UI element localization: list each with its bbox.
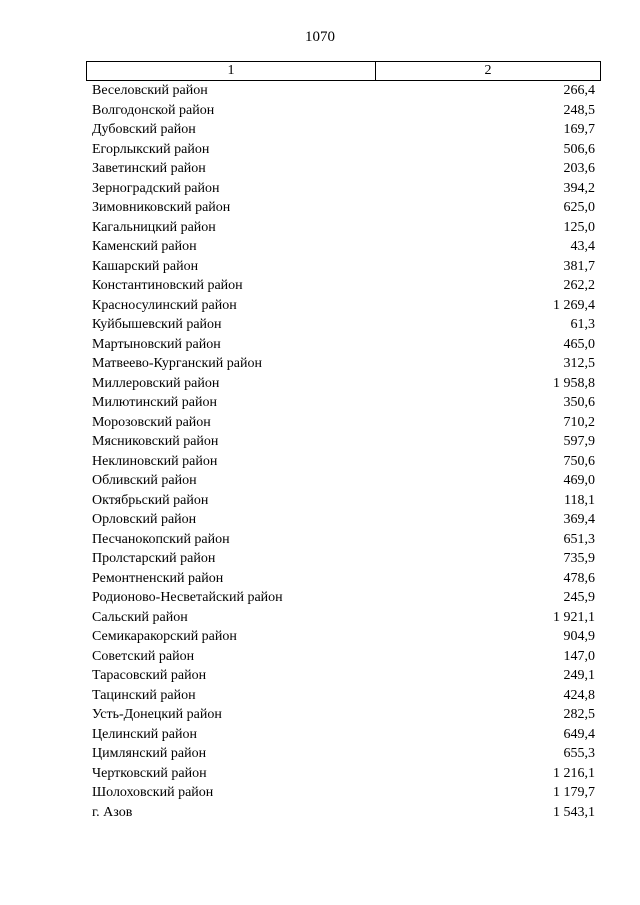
- district-value: 904,9: [563, 629, 595, 644]
- district-name: Кагальницкий район: [92, 219, 216, 235]
- table-row: [92, 179, 595, 199]
- column-header-1: 1: [87, 62, 376, 80]
- district-value: 625,0: [563, 200, 595, 215]
- table-row: [92, 354, 595, 374]
- table-row: [92, 647, 595, 667]
- table-row: [92, 569, 595, 589]
- district-name: Обливский район: [92, 473, 197, 488]
- district-value: 147,0: [563, 648, 595, 664]
- district-value: 1 543,1: [553, 804, 595, 820]
- table-row: [92, 159, 595, 179]
- district-name: Октябрьский район: [92, 492, 209, 508]
- district-name: Дубовский район: [92, 122, 196, 137]
- district-name: Мясниковский район: [92, 434, 219, 449]
- district-name: Песчанокопский район: [92, 531, 230, 547]
- table-row: [92, 627, 595, 647]
- table-row: [92, 432, 595, 452]
- district-value: 469,0: [563, 473, 595, 488]
- table-row: [92, 666, 595, 686]
- district-value: 597,9: [563, 434, 595, 449]
- page-number: 1070: [305, 29, 335, 45]
- table-row: [92, 491, 595, 511]
- district-name: Усть-Донецкий район: [92, 707, 222, 722]
- table-header: [86, 61, 601, 81]
- district-name: Семикаракорский район: [92, 629, 237, 644]
- district-name: Миллеровский район: [92, 375, 220, 391]
- table-row: [92, 549, 595, 569]
- table-row: [92, 588, 595, 608]
- district-value: 1 216,1: [553, 765, 595, 781]
- table-row: [92, 413, 595, 433]
- district-value: 43,4: [570, 239, 595, 254]
- district-value: 750,6: [563, 453, 595, 469]
- district-name: Пролстарский район: [92, 551, 216, 566]
- table-row: [92, 471, 595, 491]
- district-value: 350,6: [563, 395, 595, 410]
- district-value: 61,3: [570, 317, 595, 332]
- district-name: Матвеево-Курганский район: [92, 356, 262, 371]
- district-value: 282,5: [563, 707, 595, 722]
- district-name: Чертковский район: [92, 765, 207, 781]
- district-name: Сальский район: [92, 609, 188, 625]
- district-value: 478,6: [563, 570, 595, 586]
- table-body: [92, 81, 595, 822]
- table-row: [92, 257, 595, 277]
- table-row: [92, 783, 595, 803]
- district-name: Неклиновский район: [92, 453, 218, 469]
- district-name: Зимовниковский район: [92, 200, 231, 215]
- table-row: [92, 198, 595, 218]
- district-name: Веселовский район: [92, 83, 208, 98]
- district-value: 651,3: [563, 531, 595, 547]
- district-name: Кашарский район: [92, 258, 199, 274]
- district-value: 312,5: [563, 356, 595, 371]
- table-row: [92, 608, 595, 628]
- district-value: 465,0: [563, 336, 595, 352]
- table-row: [92, 686, 595, 706]
- table-row: [92, 120, 595, 140]
- district-value: 506,6: [563, 141, 595, 157]
- table-row: [92, 81, 595, 101]
- district-name: Заветинский район: [92, 161, 206, 176]
- district-name: Красносулинский район: [92, 297, 237, 313]
- district-name: Егорлыкский район: [92, 141, 210, 157]
- district-name: Цимлянский район: [92, 746, 207, 761]
- district-name: Куйбышевский район: [92, 317, 222, 332]
- table-row: [92, 510, 595, 530]
- district-name: Зерноградский район: [92, 180, 220, 196]
- column-header-2: 2: [484, 63, 492, 78]
- table-row: [92, 237, 595, 257]
- district-value: 262,2: [563, 278, 595, 293]
- district-name: Морозовский район: [92, 414, 211, 430]
- district-value: 649,4: [563, 726, 595, 742]
- district-value: 266,4: [563, 83, 595, 98]
- table-row: [92, 393, 595, 413]
- district-name: г. Азов: [92, 804, 133, 820]
- district-value: 245,9: [563, 590, 595, 605]
- table-row: [92, 276, 595, 296]
- district-name: Тарасовский район: [92, 668, 207, 683]
- district-value: 1 958,8: [553, 375, 595, 391]
- table-row: [92, 218, 595, 238]
- district-value: 203,6: [563, 161, 595, 176]
- district-name: Каменский район: [92, 239, 197, 254]
- table-row: [92, 296, 595, 316]
- table-row: [92, 452, 595, 472]
- district-value: 424,8: [563, 687, 595, 703]
- table-row: [92, 764, 595, 784]
- district-name: Целинский район: [92, 726, 197, 742]
- table-row: [92, 725, 595, 745]
- district-value: 1 921,1: [553, 609, 595, 625]
- district-name: Шолоховский район: [92, 785, 214, 800]
- district-value: 248,5: [563, 102, 595, 118]
- district-value: 369,4: [563, 512, 595, 527]
- district-name: Орловский район: [92, 512, 197, 527]
- district-name: Родионово-Несветайский район: [92, 590, 283, 605]
- table-row: [92, 374, 595, 394]
- district-name: Константиновский район: [92, 278, 243, 293]
- district-value: 735,9: [563, 551, 595, 566]
- district-value: 125,0: [563, 219, 595, 235]
- table-row: [92, 315, 595, 335]
- district-name: Тацинский район: [92, 687, 196, 703]
- district-value: 381,7: [563, 258, 595, 274]
- table-row: [92, 335, 595, 355]
- table-row: [92, 140, 595, 160]
- district-value: 655,3: [563, 746, 595, 761]
- table-row: [92, 530, 595, 550]
- district-value: 394,2: [563, 180, 595, 196]
- district-value: 249,1: [563, 668, 595, 683]
- table-row: [92, 705, 595, 725]
- table-row: [92, 803, 595, 823]
- district-value: 1 179,7: [553, 785, 595, 800]
- district-value: 169,7: [563, 122, 595, 137]
- district-name: Волгодонской район: [92, 102, 215, 118]
- table-row: [92, 101, 595, 121]
- district-name: Мартыновский район: [92, 336, 221, 352]
- district-value: 118,1: [564, 492, 595, 508]
- table-row: [92, 744, 595, 764]
- district-name: Ремонтненский район: [92, 570, 224, 586]
- district-value: 1 269,4: [553, 297, 595, 313]
- district-name: Советский район: [92, 648, 195, 664]
- district-value: 710,2: [563, 414, 595, 430]
- district-name: Милютинский район: [92, 395, 218, 410]
